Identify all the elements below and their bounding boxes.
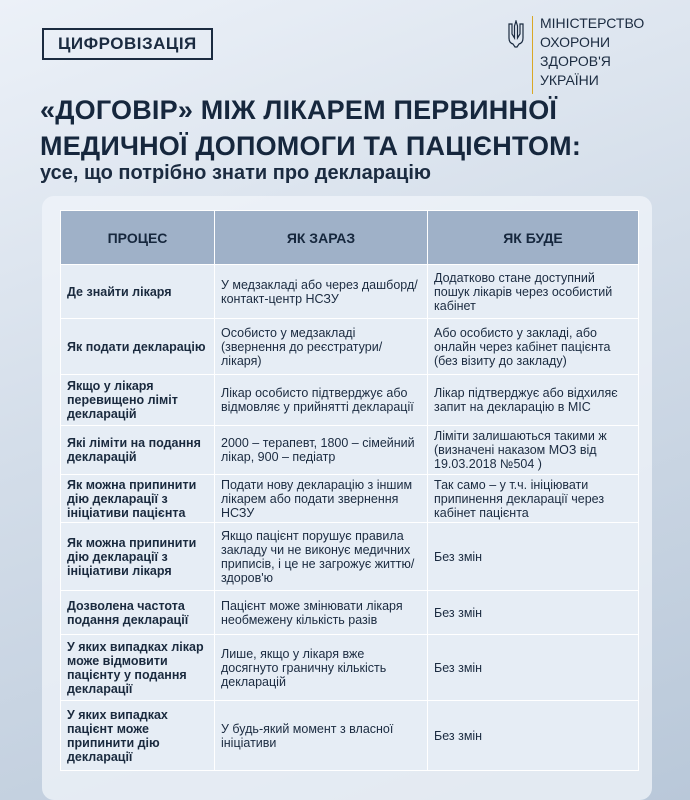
- future-cell: Ліміти залишаються такими ж (визначені наказом МОЗ від 19.03.2018 №504 ): [428, 426, 639, 475]
- now-cell: Якщо пацієнт порушує правила закладу чи не виконує медичних приписів, і це не загрожує життю/здоров'ю: [215, 523, 428, 591]
- now-cell: Лікар особисто підтверджує або відмовляє у прийнятті декларації: [215, 375, 428, 426]
- table-row: [61, 701, 639, 771]
- future-cell: Або особисто у закладі, або онлайн через кабінет пацієнта (без візиту до закладу): [428, 319, 639, 375]
- now-cell: Пацієнт може змінювати лікаря необмежену кількість разів: [215, 591, 428, 635]
- table-row: [61, 319, 639, 375]
- page-subtitle: усе, що потрібно знати про декларацію: [40, 162, 431, 184]
- process-cell: Як можна припинити дію декларації з ініціативи лікаря: [61, 523, 215, 591]
- title-line-2: МЕДИЧНОЇ ДОПОМОГИ ТА ПАЦІЄНТОМ:: [40, 131, 582, 161]
- future-cell: Без змін: [428, 523, 639, 591]
- ministry-logo: [507, 14, 667, 98]
- future-cell: Без змін: [428, 635, 639, 701]
- column-header-process: ПРОЦЕС: [61, 211, 215, 265]
- now-cell: У медзакладі або через дашборд/ контакт-центр НСЗУ: [215, 265, 428, 319]
- now-cell: Особисто у медзакладі (звернення до реєстратури/лікаря): [215, 319, 428, 375]
- process-cell: Дозволена частота подання декларації: [61, 591, 215, 635]
- process-cell: Які ліміти на подання декларацій: [61, 426, 215, 475]
- page-title: [40, 92, 581, 164]
- process-cell: Де знайти лікаря: [61, 265, 215, 319]
- column-header-future: ЯК БУДЕ: [428, 211, 639, 265]
- table-row: [61, 523, 639, 591]
- ministry-line-4: УКРАЇНИ: [540, 72, 599, 88]
- process-cell: Як можна припинити дію декларації з ініціативи пацієнта: [61, 475, 215, 523]
- process-cell: Якщо у лікаря перевищено ліміт декларацій: [61, 375, 215, 426]
- future-cell: Так само – у т.ч. ініціювати припинення декларації через кабінет пацієнта: [428, 475, 639, 523]
- now-cell: Подати нову декларацію з іншим лікарем або подати звернення НСЗУ: [215, 475, 428, 523]
- now-cell: 2000 – терапевт, 1800 – сімейний лікар, 900 – педіатр: [215, 426, 428, 475]
- table-row: [61, 375, 639, 426]
- table-row: [61, 475, 639, 523]
- table-row: [61, 426, 639, 475]
- title-line-1: «ДОГОВІР» МІЖ ЛІКАРЕМ ПЕРВИННОЇ: [40, 95, 558, 125]
- ministry-line-3: ЗДОРОВ'Я: [540, 53, 611, 69]
- future-cell: Без змін: [428, 701, 639, 771]
- ministry-line-2: ОХОРОНИ: [540, 34, 611, 50]
- table-row: [61, 265, 639, 319]
- process-cell: Як подати декларацію: [61, 319, 215, 375]
- table-row: [61, 635, 639, 701]
- ministry-line-1: МІНІСТЕРСТВО: [540, 15, 645, 31]
- declaration-table: [60, 210, 639, 771]
- now-cell: У будь-який момент з власної ініціативи: [215, 701, 428, 771]
- process-cell: У яких випадках пацієнт може припинити дію декларації: [61, 701, 215, 771]
- ministry-name: [540, 14, 644, 90]
- category-tag: ЦИФРОВІЗАЦІЯ: [42, 28, 213, 60]
- future-cell: Без змін: [428, 591, 639, 635]
- trident-icon: [507, 20, 525, 48]
- now-cell: Лише, якщо у лікаря вже досягнуто граничну кількість декларацій: [215, 635, 428, 701]
- logo-divider: [532, 16, 533, 94]
- column-header-now: ЯК ЗАРАЗ: [215, 211, 428, 265]
- table-row: [61, 591, 639, 635]
- process-cell: У яких випадках лікар може відмовити пацієнту у подання декларації: [61, 635, 215, 701]
- future-cell: Лікар підтверджує або відхиляє запит на декларацію в МІС: [428, 375, 639, 426]
- future-cell: Додатково стане доступний пошук лікарів через особистий кабінет: [428, 265, 639, 319]
